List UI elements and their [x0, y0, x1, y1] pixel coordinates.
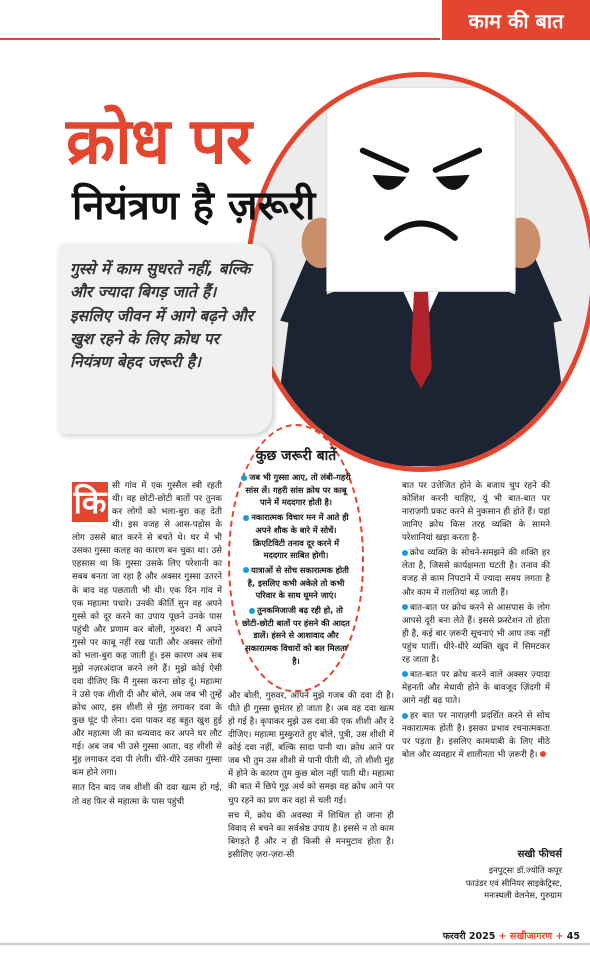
page-title-line-1: क्रोध पर: [66, 105, 251, 179]
bottom-rule: [0, 943, 590, 945]
story-paragraph: सात दिन बाद जब शीशी की दवा खत्म हो गई, तो वह फिर से महात्मा के पास पहुंची: [72, 783, 222, 807]
tips-box: [228, 424, 364, 692]
story-paragraph: सी गांव में एक गुस्सैल स्त्री रहती थी। वह छोटी-छोटी बातों पर तुनक कर लोगों को भला-बुरा कह देती थी। इस वजह से आस-पड़ोस के लोग उससे बात करने से बचते थे। घर में भी उसका गुस्सा कलह का कारण बन चुका था। उसे एहसास था कि गुस्सा उसके लिए परेशानी का सबब बनता जा रहा है और अक्सर गुस्सा उतरने के बाद वह पछताती भी थी। एक दिन गांव में एक महात्मा पधारे। उनकी कीर्ति सुन वह अपने गुस्से को दूर करने का उपाय पूछने उनके पास पहुंची और प्रणाम कर बोली, गुरुवर! मैं अपने गुस्से पर काबू नहीं रख पाती और अक्सर लोगों को भला-बुरा कह जाती हूं। इस कारण अब सब मुझे नज़रअंदाज करने लगे हैं। मुझे कोई ऐसी दवा दीजिए कि मैं गुस्सा करना छोड़ दूं। महात्मा ने उसे एक शीशी दी और बोले, अब जब भी तुम्हें क्रोध आए, इस शीशी से मुंह लगाकर दवा के कुछ घूंट पी लेना। दवा पाकर वह बहुत खुश हुई और महात्मा जी का धन्यवाद कर अपने घर लौट गई। अब जब भी उसे गुस्सा आता, वह शीशी से मुंह लगाकर दवा पी लेती। धीरे-धीरे उसका गुस्सा कम होने लगा।: [72, 481, 222, 779]
page-footer: [443, 929, 580, 942]
author-detail: फाउंडर एवं सीनियर साइकेट्रिस्ट,: [465, 877, 562, 888]
tip-item: यात्राओं से सोच सकारात्मक होती है, इसलिए कभी अकेले तो कभी परिवार के साथ घूमने जाएं।: [240, 564, 352, 602]
story-paragraph: बात पर उत्तेजित होने के बजाय चुप रहने की कोशिश करनी चाहिए, यूं भी बात-बात पर नाराज़गी प्रकट करने से नुकसान ही होते हैं। यहां जानिए क्रोध किस तरह व्यक्ति के सामने परेशानियां खड़ा करता है-: [402, 481, 550, 544]
bullet-dot-icon: [402, 604, 408, 610]
intro-quote-text: गुस्से में काम सुधरते नहीं, बल्कि और ज्यादा बिगड़ जाते हैं। इसलिए जीवन में आगे बढ़ने और खुश रहने के लिए क्रोध पर नियंत्रण बेहद जरूरी है।: [70, 260, 254, 371]
bullet-dot-icon: [402, 550, 408, 556]
end-mark-icon: [540, 751, 546, 757]
tip-item: जब भी गुस्सा आए, तो लंबी-गहरी सांस लें। गहरी सांस क्रोध पर काबू पाने में मददगार होती है।: [240, 471, 352, 509]
magazine-name: सखीजागरण: [509, 931, 553, 942]
bullet-point: बात-बात पर क्रोध करने वाले अक्सर ज़्यादा मेहनती और मेधावी होने के बावजूद ज़िंदगी में आगे नहीं बढ़ पाते।: [402, 669, 550, 706]
bullet-point: बात-बात पर क्रोध करने से आसपास के लोग आपसे दूरी बना लेते हैं। इससे फ्रस्टेशन तो होता ही है, कई बार ज़रूरी सूचनाएं भी आप तक नहीं पहुंच पातीं। धीरे-धीरे व्यक्ति खुद में सिमटकर रह जाता है।: [402, 602, 550, 665]
cover-photo: [246, 72, 590, 472]
top-rule: [0, 38, 440, 40]
tip-item: तुनकमिजाजी बढ़ रही हो, तो छोटी-छोटी बातों पर हंसने की आदत डालें। हंसने से आशावाद और सकारात्मक विचारों को बल मिलता है।: [242, 605, 350, 666]
author-detail: इनपुट्सः डॉ.ज्योति कपूर: [488, 865, 562, 875]
bullet-dot-icon: [243, 567, 249, 573]
page-title-line-2: नियंत्रण है ज़रूरी: [72, 183, 316, 229]
story-paragraph: और बोली, गुरुवर, आपने मुझे गजब की दवा दी है। पीते ही गुस्सा छूमंतर हो जाता है। अब वह दवा खत्म हो गई है। कृपाकर मुझे उस दवा की एक शीशी और दे दीजिए। महात्मा मुस्कुराते हुए बोले, पुत्री, उस शीशी में कोई दवा नहीं, बल्कि सादा पानी था। क्रोध आने पर जब भी तुम उस शीशी से पानी पीती थी, तो शीशी मुंह में होने के कारण तुम कुछ बोल नहीं पाती थी। महात्मा की बात में छिपे गूढ़ अर्थ को समझ वह क्रोध आने पर चुप रहने का प्रण कर वहां से चली गई।: [228, 691, 394, 806]
bullet-point: क्रोध व्यक्ति के सोचने-समझने की शक्ति हर लेता है, जिससे कार्यक्षमता घटती है। तनाव की वजह से काम निपटाने में ज्यादा समय लगता है और काम में ग़लतियां बढ़ जाती हैं।: [402, 548, 550, 598]
footer-separator: +: [555, 931, 564, 942]
story-paragraph: सच में, क्रोध की अवस्था में शिथिल हो जाना ही विवाद से बचने का सर्वश्रेष्ठ उपाय है। इससे न तो काम बिगड़ते हैं और न ही किसी से मनमुटाव होता है। इसीलिए ज़रा-ज़रा-सी: [228, 810, 394, 860]
story-column-2: [228, 690, 394, 864]
bullet-dot-icon: [241, 475, 247, 481]
bullet-point: हर बात पर नाराज़गी प्रदर्शित करने से सोच नकारात्मक होती है। इसका प्रभाव रचनात्मकता पर पड़ता है। इसलिए कामयाबी के लिए मीठे बोल और व्यवहार में शालीनता भी ज़रूरी है।: [402, 711, 550, 761]
author-name: सखी फीचर्स: [517, 849, 562, 860]
tips-heading: कुछ जरूरी बातें: [255, 448, 337, 464]
story-column-1: [72, 480, 222, 811]
author-detail: मनःस्थली वेलनेस, गुरुग्राम: [484, 890, 562, 901]
bullet-dot-icon: [402, 671, 408, 677]
tip-item: नकारात्मक विचार मन में आते ही अपने शौक के बारे में सोचें। क्रिएटिविटी तनाव दूर करने में मददगार साबित होगी।: [240, 511, 352, 562]
author-credit: [402, 846, 562, 902]
issue-date: फरवरी 2025: [442, 931, 496, 942]
bullet-dot-icon: [249, 608, 255, 614]
angry-face-card-illustration: [251, 77, 590, 467]
bullet-dot-icon: [243, 515, 249, 521]
story-column-3: [402, 480, 550, 764]
bullet-dot-icon: [402, 713, 408, 719]
footer-separator: +: [498, 931, 507, 942]
intro-quote-box: [58, 244, 272, 434]
section-tag: काम की बात: [442, 0, 590, 40]
drop-cap: कि: [73, 483, 107, 521]
page-number: 45: [566, 931, 580, 942]
